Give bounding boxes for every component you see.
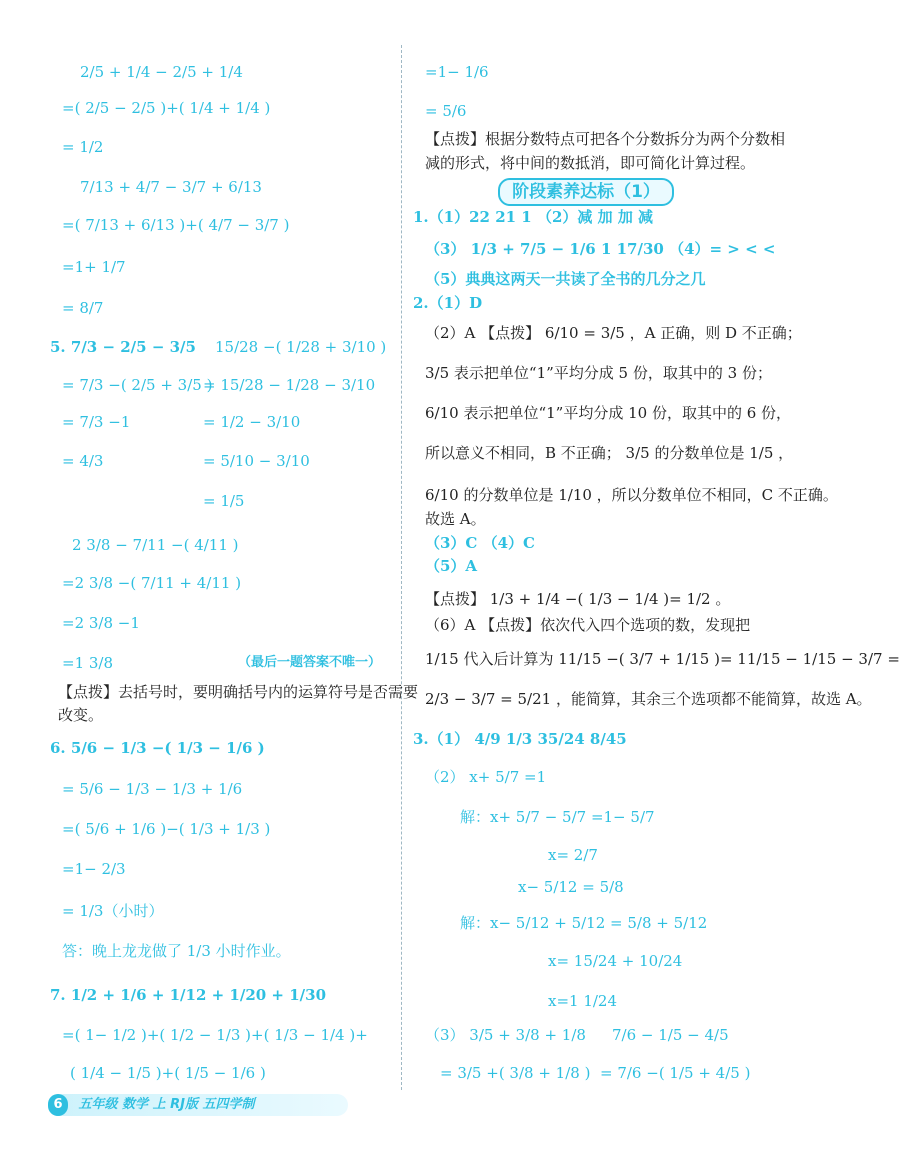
line: =( 1− 1/2 )+( 1/2 − 1/3 )+( 1/3 − 1/4 )+ bbox=[62, 1026, 368, 1044]
line: =( 7/13 + 6/13 )+( 4/7 − 3/7 ) bbox=[62, 216, 290, 234]
hint-text: 【点拨】去括号时，要明确括号内的运算符号是否需要 bbox=[58, 683, 419, 701]
question-7: 7. 1/2 + 1/6 + 1/12 + 1/20 + 1/30 bbox=[50, 986, 327, 1004]
line: 2 3/8 − 7/11 −( 4/11 ) bbox=[72, 536, 239, 554]
line: 7/13 + 4/7 − 3/7 + 6/13 bbox=[80, 178, 262, 196]
q2-line: （6）A 【点拨】依次代入四个选项的数，发现把 bbox=[425, 616, 751, 634]
q2-line: 6/10 的分数单位是 1/10 ，所以分数单位不相同，C 不正确。 bbox=[425, 486, 838, 504]
footer-text: 五年级 数学 上 RJ版 五四学制 bbox=[78, 1097, 255, 1112]
line: =1 3/8 bbox=[62, 654, 114, 672]
q1-line: 1.（1）22 21 1 （2）减 加 加 减 bbox=[413, 208, 654, 226]
q3-line: 7/6 − 1/5 − 4/5 bbox=[612, 1026, 729, 1044]
footer-banner bbox=[48, 1094, 348, 1116]
q3-line: x= 15/24 + 10/24 bbox=[548, 952, 683, 970]
line: = 7/3 −1 bbox=[62, 413, 131, 431]
q2-line: 2.（1）D bbox=[413, 294, 483, 312]
line: =2 3/8 −1 bbox=[62, 614, 140, 632]
q2-line: （2）A 【点拨】 6/10 = 3/5 ，A 正确，则 D 不正确； bbox=[425, 324, 802, 342]
line: = 1/2 − 3/10 bbox=[203, 413, 301, 431]
q3-line: x=1 1/24 bbox=[548, 992, 618, 1010]
q3-line: 3.（1） 4/9 1/3 35/24 8/45 bbox=[413, 730, 627, 748]
q1-line: （5）典典这两天一共读了全书的几分之几 bbox=[425, 270, 706, 288]
q3-line: x= 2/7 bbox=[548, 846, 598, 864]
q3-line: 解：x+ 5/7 − 5/7 =1− 5/7 bbox=[460, 808, 655, 826]
line: = 7/3 −( 2/5 + 3/5 ) bbox=[62, 376, 213, 394]
line: =1− 2/3 bbox=[62, 860, 126, 878]
line: = 8/7 bbox=[62, 299, 104, 317]
line: = 5/6 − 1/3 − 1/3 + 1/6 bbox=[62, 780, 243, 798]
q2-line: 6/10 表示把单位“1”平均分成 10 份，取其中的 6 份， bbox=[425, 404, 792, 422]
q3-line: （3） 3/5 + 3/8 + 1/8 bbox=[425, 1026, 586, 1044]
q3-line: （2） x+ 5/7 =1 bbox=[425, 768, 547, 786]
line: =1− 1/6 bbox=[425, 63, 489, 81]
q3-line: = 3/5 +( 3/8 + 1/8 ) bbox=[440, 1064, 591, 1082]
line: =2 3/8 −( 7/11 + 4/11 ) bbox=[62, 574, 242, 592]
q1-line: （3） 1/3 + 7/5 − 1/6 1 17/30 （4）= > < < bbox=[425, 240, 776, 258]
hint-text: 改变。 bbox=[58, 706, 104, 724]
hint-text: 【点拨】根据分数特点可把各个分数拆分为两个分数相 bbox=[425, 130, 786, 148]
line: = 5/10 − 3/10 bbox=[203, 452, 310, 470]
line: = 4/3 bbox=[62, 452, 104, 470]
section-title: 阶段素养达标（1） bbox=[498, 178, 674, 206]
line: =( 5/6 + 1/6 )−( 1/3 + 1/3 ) bbox=[62, 820, 271, 838]
q2-line: 2/3 − 3/7 = 5/21 ，能简算，其余三个选项都不能简算，故选 A。 bbox=[425, 690, 872, 708]
line: = 5/6 bbox=[425, 102, 467, 120]
line: = 15/28 − 1/28 − 3/10 bbox=[203, 376, 376, 394]
line: = 1/3（小时） bbox=[62, 902, 164, 920]
q3-line: 解：x− 5/12 + 5/12 = 5/8 + 5/12 bbox=[460, 914, 708, 932]
question-5: 5. 7/3 − 2/5 − 3/5 bbox=[50, 338, 196, 356]
question-6: 6. 5/6 − 1/3 −( 1/3 − 1/6 ) bbox=[50, 739, 265, 757]
page-number: 6 bbox=[48, 1094, 68, 1116]
answer: 答：晚上龙龙做了 1/3 小时作业。 bbox=[62, 942, 291, 960]
q2-line: 1/15 代入后计算为 11/15 −( 3/7 + 1/15 )= 11/15 − 1/15 − 3/7 = bbox=[425, 650, 900, 668]
note: （最后一题答案不唯一） bbox=[238, 655, 382, 670]
column-divider bbox=[401, 45, 402, 1090]
q2-line: 【点拨】 1/3 + 1/4 −( 1/3 − 1/4 )= 1/2 。 bbox=[425, 590, 731, 608]
line: 2/5 + 1/4 − 2/5 + 1/4 bbox=[80, 63, 243, 81]
line: ( 1/4 − 1/5 )+( 1/5 − 1/6 ) bbox=[70, 1064, 266, 1082]
line: =1+ 1/7 bbox=[62, 258, 126, 276]
q3-line: x− 5/12 = 5/8 bbox=[518, 878, 624, 896]
line: =( 2/5 − 2/5 )+( 1/4 + 1/4 ) bbox=[62, 99, 271, 117]
hint-text: 减的形式，将中间的数抵消，即可简化计算过程。 bbox=[425, 154, 756, 172]
line: = 1/5 bbox=[203, 492, 245, 510]
q2-line: 所以意义不相同，B 不正确； 3/5 的分数单位是 1/5 ， bbox=[425, 444, 794, 462]
line: 15/28 −( 1/28 + 3/10 ) bbox=[215, 338, 387, 356]
q2-line: （5）A bbox=[425, 557, 478, 575]
q2-line: （3）C （4）C bbox=[425, 534, 535, 552]
line: = 1/2 bbox=[62, 138, 104, 156]
q3-line: = 7/6 −( 1/5 + 4/5 ) bbox=[600, 1064, 751, 1082]
q2-line: 故选 A。 bbox=[425, 510, 486, 528]
q2-line: 3/5 表示把单位“1”平均分成 5 份，取其中的 3 份； bbox=[425, 364, 772, 382]
